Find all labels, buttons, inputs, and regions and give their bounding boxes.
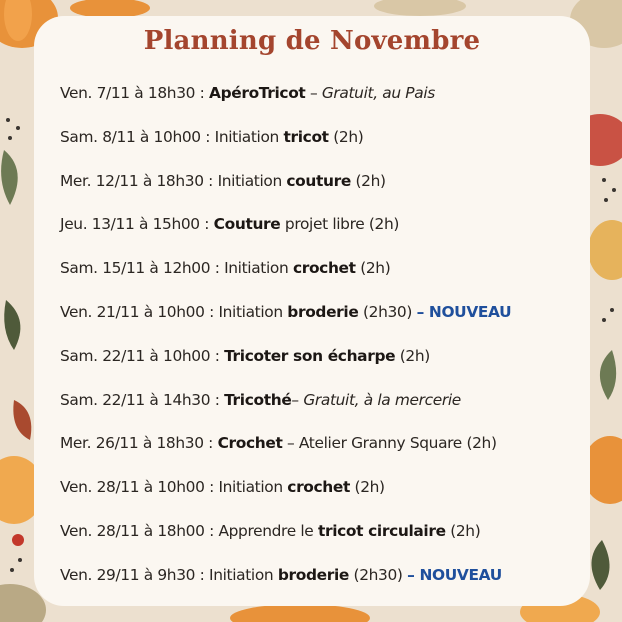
event-row [60,168,585,212]
event-prefix: Initiation [214,127,284,146]
event-detail: – [305,84,322,102]
event-row [60,80,585,124]
event-detail: (2h) [355,259,391,278]
event-name: crochet [292,259,356,278]
event-name: Tricothé [224,390,292,409]
event-prefix: Initiation [217,171,287,190]
event-row [60,343,585,387]
event-detail: – [291,390,304,409]
event-name: Couture [213,215,281,234]
event-name: tricot [283,127,329,146]
event-row [60,430,585,474]
event-date: Ven. 7/11 à 18h30 : [60,84,210,102]
event-row [60,518,585,562]
event-name: ApéroTricot [209,84,306,102]
event-prefix: Initiation [209,565,278,584]
event-detail: (2h30) [358,302,417,321]
event-name: Crochet [217,434,283,453]
event-name: broderie [277,565,349,584]
event-name: crochet [287,478,351,497]
event-note: Gratuit, au Pais [321,84,435,102]
event-detail: (2h) [395,346,430,365]
event-row [60,387,585,431]
event-date: Jeu. 13/11 à 15h00 : [60,215,214,234]
event-date: Mer. 26/11 à 18h30 : [60,434,218,453]
event-note: Gratuit, à la mercerie [303,390,461,409]
event-row [60,562,585,606]
event-detail: (2h) [445,521,481,540]
event-date: Sam. 8/11 à 10h00 : [60,127,215,146]
event-detail: projet libre (2h) [280,215,400,234]
event-name: Tricoter son écharpe [224,346,396,365]
event-name: broderie [287,302,359,321]
page-title: Planning de Novembre [143,26,481,56]
event-prefix: Initiation [218,478,288,497]
event-detail: (2h) [350,171,386,190]
event-date: Sam. 22/11 à 10h00 : [60,346,225,365]
new-badge: – NOUVEAU [407,565,502,584]
event-prefix: Initiation [218,302,288,321]
event-date: Ven. 28/11 à 18h00 : [60,521,219,540]
event-row [60,255,585,299]
event-prefix: Initiation [224,259,293,278]
event-detail: – Atelier Granny Square (2h) [282,434,497,453]
event-date: Sam. 22/11 à 14h30 : [60,390,225,409]
event-date: Ven. 21/11 à 10h00 : [60,302,219,321]
event-date: Mer. 12/11 à 18h30 : [60,171,218,190]
event-detail: (2h30) [349,565,408,584]
event-date: Sam. 15/11 à 12h00 : [60,259,225,278]
event-row [60,124,585,168]
event-prefix: Apprendre le [218,521,318,540]
event-row [60,299,585,343]
event-detail: (2h) [328,127,364,146]
event-date: Ven. 29/11 à 9h30 : [60,565,210,584]
event-name: couture [286,171,351,190]
new-badge: – NOUVEAU [416,302,512,321]
event-date: Ven. 28/11 à 10h00 : [60,478,219,497]
event-row [60,474,585,518]
event-name: tricot circulaire [317,521,446,540]
event-row [60,211,585,255]
event-list [60,80,585,606]
event-detail: (2h) [350,478,385,497]
